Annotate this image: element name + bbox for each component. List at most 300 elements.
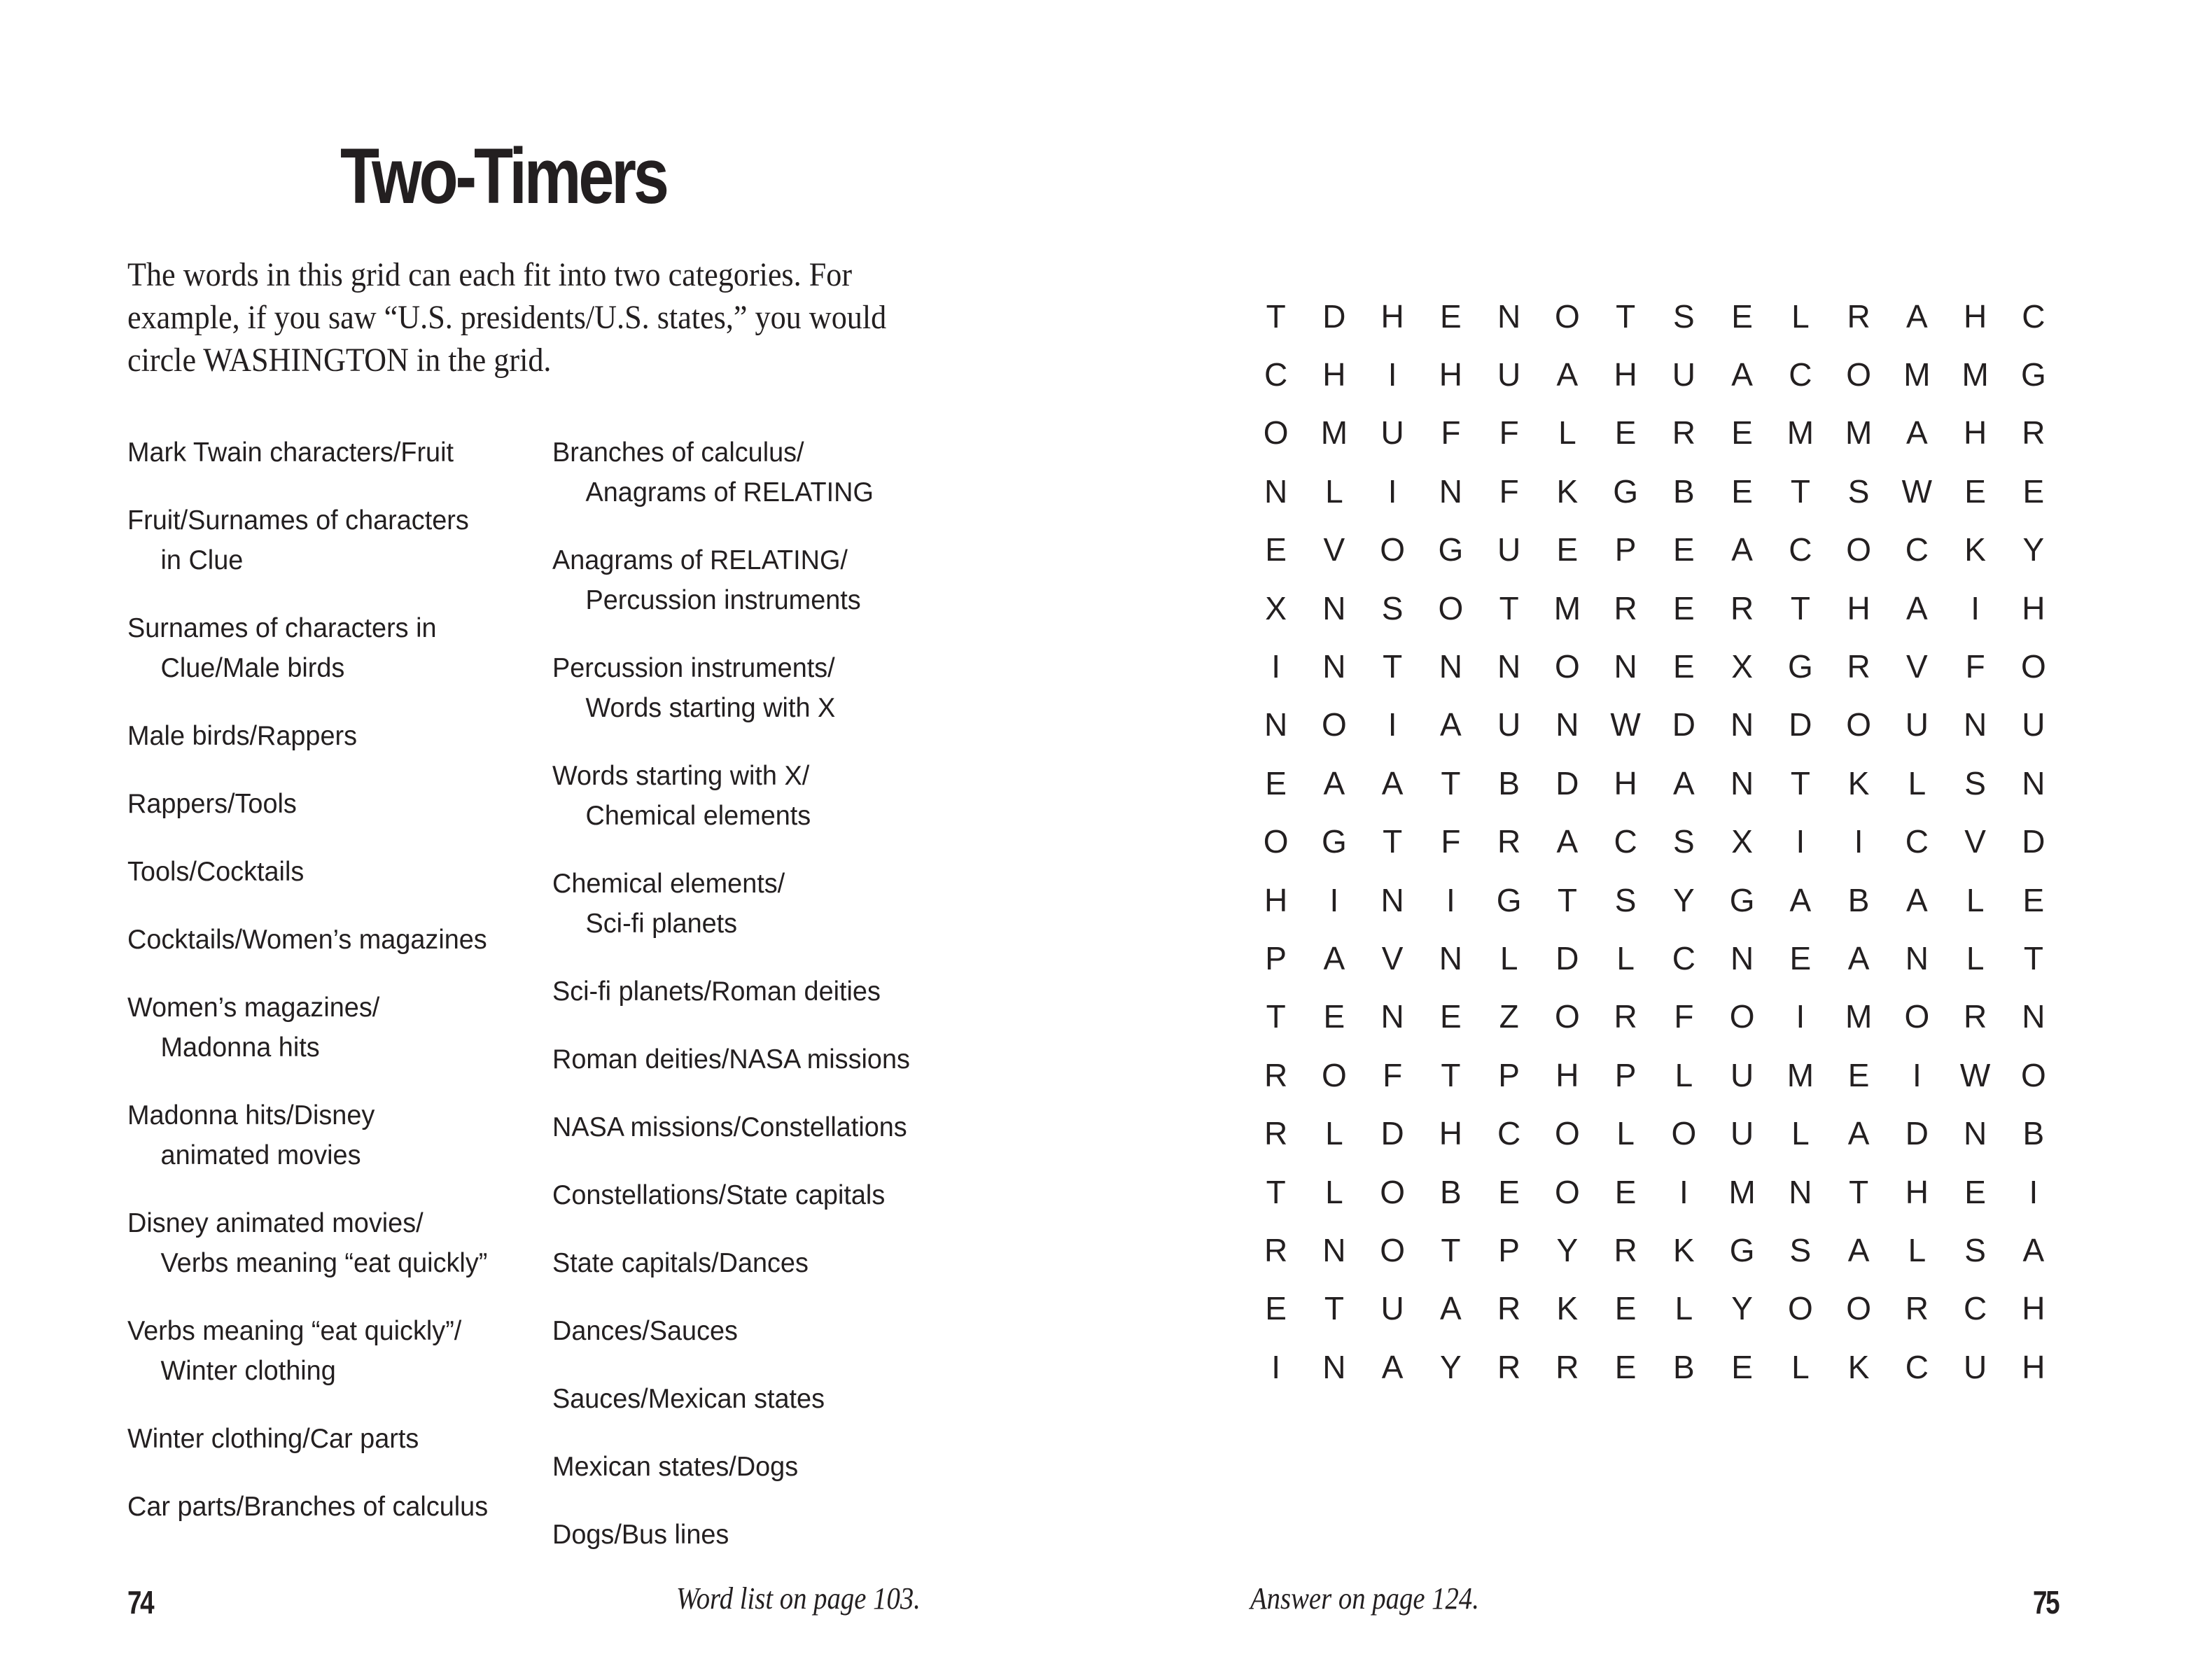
- clue-line: Madonna hits/Disney: [127, 1100, 375, 1130]
- grid-cell[interactable]: I: [1271, 648, 1281, 685]
- grid-cell[interactable]: E: [1614, 1348, 1637, 1385]
- grid-cell[interactable]: N: [1964, 1115, 1987, 1152]
- grid-cell[interactable]: R: [1847, 298, 1870, 335]
- grid-cell[interactable]: I: [1271, 1348, 1281, 1385]
- grid-cell[interactable]: L: [1616, 939, 1635, 976]
- grid-cell[interactable]: I: [1679, 1173, 1688, 1210]
- grid-cell[interactable]: S: [1381, 589, 1404, 626]
- grid-cell[interactable]: L: [1674, 1056, 1693, 1093]
- grid-cell[interactable]: A: [1847, 1115, 1870, 1152]
- clue-item: [552, 1040, 910, 1079]
- grid-cell[interactable]: R: [1905, 1290, 1929, 1327]
- grid-cell[interactable]: R: [1264, 1115, 1288, 1152]
- grid-cell[interactable]: A: [1673, 764, 1695, 802]
- clue-line: Constellations/State capitals: [552, 1180, 886, 1210]
- clue-item: [552, 1311, 910, 1351]
- grid-cell[interactable]: D: [1380, 1115, 1404, 1152]
- grid-cell[interactable]: S: [1964, 1231, 1986, 1268]
- grid-cell[interactable]: N: [1964, 706, 1987, 743]
- grid-cell[interactable]: P: [1498, 1231, 1520, 1268]
- grid-cell[interactable]: X: [1731, 648, 1753, 685]
- grid-cell[interactable]: M: [1786, 414, 1814, 451]
- grid-cell[interactable]: E: [1731, 472, 1753, 510]
- grid-cell[interactable]: U: [1497, 356, 1521, 393]
- grid-cell[interactable]: O: [1263, 414, 1289, 451]
- grid-cell[interactable]: I: [1387, 472, 1397, 510]
- grid-cell[interactable]: C: [1614, 823, 1637, 860]
- grid-cell[interactable]: A: [1381, 764, 1404, 802]
- grid-cell[interactable]: E: [1265, 764, 1287, 802]
- grid-cell[interactable]: H: [1380, 298, 1404, 335]
- grid-cell[interactable]: E: [2022, 472, 2045, 510]
- grid-cell[interactable]: C: [1264, 356, 1288, 393]
- grid-cell[interactable]: O: [1554, 298, 1580, 335]
- grid-cell[interactable]: R: [1730, 589, 1754, 626]
- grid-cell[interactable]: O: [1321, 1056, 1347, 1093]
- grid-cell[interactable]: L: [1791, 1115, 1810, 1152]
- clue-item: [552, 1107, 910, 1147]
- clue-list-column-2: [552, 433, 921, 1583]
- grid-cell[interactable]: E: [1673, 531, 1695, 568]
- grid-cell[interactable]: D: [1555, 939, 1579, 976]
- grid-cell[interactable]: O: [2020, 648, 2046, 685]
- grid-cell[interactable]: K: [1556, 472, 1579, 510]
- grid-cell[interactable]: A: [1847, 939, 1870, 976]
- grid-cell[interactable]: N: [1497, 648, 1521, 685]
- word-list-reference: Word list on page 103.: [676, 1581, 921, 1616]
- grid-cell[interactable]: M: [1903, 356, 1931, 393]
- grid-cell[interactable]: L: [1966, 881, 1985, 918]
- grid-cell[interactable]: S: [1964, 764, 1986, 802]
- grid-cell[interactable]: O: [1380, 1231, 1406, 1268]
- grid-cell[interactable]: C: [1905, 823, 1929, 860]
- grid-cell[interactable]: S: [1673, 823, 1695, 860]
- grid-cell[interactable]: E: [1673, 589, 1695, 626]
- grid-cell[interactable]: G: [1613, 472, 1639, 510]
- grid-cell[interactable]: O: [1554, 998, 1580, 1035]
- grid-cell[interactable]: D: [2022, 823, 2045, 860]
- grid-cell[interactable]: N: [1264, 706, 1288, 743]
- grid-cell[interactable]: U: [1964, 1348, 1987, 1385]
- grid-cell[interactable]: F: [1441, 823, 1461, 860]
- grid-cell[interactable]: B: [1847, 881, 1870, 918]
- clue-item: [127, 1419, 488, 1459]
- clue-list-column-1: [127, 433, 499, 1555]
- grid-cell[interactable]: R: [1614, 998, 1637, 1035]
- clue-line-continued: Percussion instruments: [585, 585, 861, 615]
- grid-cell[interactable]: P: [1498, 1056, 1520, 1093]
- grid-cell[interactable]: O: [1846, 356, 1872, 393]
- grid-cell[interactable]: N: [1497, 298, 1521, 335]
- clue-item: [127, 500, 488, 580]
- grid-cell[interactable]: H: [1439, 1115, 1462, 1152]
- grid-cell[interactable]: D: [1322, 298, 1346, 335]
- grid-cell[interactable]: N: [1730, 939, 1754, 976]
- clue-item: [552, 1175, 910, 1215]
- grid-cell[interactable]: O: [1671, 1115, 1697, 1152]
- grid-cell[interactable]: T: [1849, 1173, 1869, 1210]
- grid-cell[interactable]: N: [2022, 764, 2045, 802]
- grid-cell[interactable]: N: [1730, 764, 1754, 802]
- grid-cell[interactable]: T: [1266, 998, 1286, 1035]
- grid-cell[interactable]: H: [1555, 1056, 1579, 1093]
- grid-cell[interactable]: T: [2023, 939, 2043, 976]
- grid-cell[interactable]: G: [1496, 881, 1522, 918]
- grid-cell[interactable]: U: [1497, 531, 1521, 568]
- grid-cell[interactable]: I: [1971, 589, 1980, 626]
- grid-cell[interactable]: R: [2022, 414, 2045, 451]
- instructions-line: circle WASHINGTON in the grid.: [127, 342, 552, 379]
- grid-cell[interactable]: Y: [1440, 1348, 1462, 1385]
- grid-cell[interactable]: C: [1964, 1290, 1987, 1327]
- grid-cell[interactable]: G: [1321, 823, 1347, 860]
- grid-cell[interactable]: A: [1323, 764, 1345, 802]
- clue-item: [127, 608, 488, 688]
- grid-cell[interactable]: U: [1905, 706, 1929, 743]
- grid-cell[interactable]: D: [1905, 1115, 1929, 1152]
- grid-cell[interactable]: N: [1439, 939, 1462, 976]
- grid-cell[interactable]: H: [1322, 356, 1346, 393]
- clue-line: Winter clothing/Car parts: [127, 1424, 419, 1454]
- grid-cell[interactable]: B: [1673, 472, 1695, 510]
- grid-cell[interactable]: A: [1440, 706, 1462, 743]
- grid-cell[interactable]: C: [1905, 531, 1929, 568]
- grid-cell[interactable]: N: [1322, 648, 1346, 685]
- grid-cell[interactable]: N: [1322, 1231, 1346, 1268]
- grid-cell[interactable]: S: [1847, 472, 1870, 510]
- puzzle-instructions: [127, 253, 900, 382]
- grid-cell[interactable]: Z: [1499, 998, 1519, 1035]
- grid-cell[interactable]: E: [1614, 414, 1637, 451]
- grid-cell[interactable]: A: [1556, 823, 1579, 860]
- grid-cell[interactable]: T: [1441, 1231, 1461, 1268]
- grid-cell[interactable]: N: [1555, 706, 1579, 743]
- grid-cell[interactable]: I: [1387, 706, 1397, 743]
- grid-cell[interactable]: E: [2022, 881, 2045, 918]
- grid-cell[interactable]: P: [1614, 531, 1637, 568]
- grid-cell[interactable]: S: [1789, 1231, 1812, 1268]
- clue-line-continued: Anagrams of RELATING: [585, 477, 874, 507]
- grid-cell[interactable]: B: [1673, 1348, 1695, 1385]
- grid-cell[interactable]: E: [1673, 648, 1695, 685]
- grid-cell[interactable]: E: [1440, 298, 1462, 335]
- grid-cell[interactable]: R: [1497, 1290, 1521, 1327]
- grid-cell[interactable]: O: [1787, 1290, 1813, 1327]
- grid-cell[interactable]: E: [1847, 1056, 1870, 1093]
- grid-cell[interactable]: E: [1440, 998, 1462, 1035]
- grid-cell[interactable]: E: [1731, 1348, 1753, 1385]
- clue-item: [127, 1487, 488, 1527]
- grid-cell[interactable]: H: [1439, 356, 1462, 393]
- grid-cell[interactable]: A: [1847, 1231, 1870, 1268]
- grid-cell[interactable]: N: [1380, 881, 1404, 918]
- grid-cell[interactable]: O: [1438, 589, 1464, 626]
- grid-cell[interactable]: T: [1790, 764, 1810, 802]
- grid-cell[interactable]: H: [1614, 356, 1637, 393]
- grid-cell[interactable]: T: [1790, 472, 1810, 510]
- grid-cell[interactable]: N: [1264, 472, 1288, 510]
- grid-cell[interactable]: K: [1847, 1348, 1870, 1385]
- grid-cell[interactable]: U: [1730, 1056, 1754, 1093]
- clue-item: [552, 972, 910, 1011]
- grid-cell[interactable]: B: [2022, 1115, 2045, 1152]
- grid-cell[interactable]: O: [1554, 648, 1580, 685]
- grid-cell[interactable]: O: [1846, 1290, 1872, 1327]
- grid-cell[interactable]: O: [2020, 1056, 2046, 1093]
- grid-cell[interactable]: G: [1438, 531, 1464, 568]
- clue-line: Dances/Sauces: [552, 1316, 738, 1346]
- grid-cell[interactable]: Y: [1731, 1290, 1753, 1327]
- grid-cell[interactable]: Y: [1556, 1231, 1579, 1268]
- grid-cell[interactable]: A: [1731, 531, 1753, 568]
- grid-cell[interactable]: I: [1387, 356, 1397, 393]
- grid-cell[interactable]: E: [1789, 939, 1812, 976]
- grid-cell[interactable]: T: [1266, 298, 1286, 335]
- grid-cell[interactable]: U: [1380, 1290, 1404, 1327]
- grid-cell[interactable]: H: [1847, 589, 1870, 626]
- grid-cell[interactable]: V: [1964, 823, 1986, 860]
- grid-cell[interactable]: H: [1964, 298, 1987, 335]
- grid-cell[interactable]: V: [1906, 648, 1928, 685]
- grid-cell[interactable]: O: [1904, 998, 1930, 1035]
- grid-cell[interactable]: A: [1323, 939, 1345, 976]
- grid-cell[interactable]: V: [1323, 531, 1345, 568]
- grid-cell[interactable]: E: [1265, 1290, 1287, 1327]
- puzzle-title: Two-Timers: [340, 132, 666, 220]
- grid-cell[interactable]: L: [1616, 1115, 1635, 1152]
- grid-cell[interactable]: E: [1265, 531, 1287, 568]
- grid-cell[interactable]: H: [2022, 589, 2045, 626]
- clue-item: [552, 648, 910, 728]
- grid-cell[interactable]: B: [1498, 764, 1520, 802]
- grid-cell[interactable]: M: [1728, 1173, 1756, 1210]
- grid-cell[interactable]: S: [1673, 298, 1695, 335]
- grid-cell[interactable]: L: [1325, 1173, 1343, 1210]
- grid-cell[interactable]: M: [1320, 414, 1348, 451]
- grid-cell[interactable]: O: [1554, 1115, 1580, 1152]
- grid-cell[interactable]: A: [1731, 356, 1753, 393]
- grid-cell[interactable]: T: [1383, 823, 1403, 860]
- grid-cell[interactable]: G: [1787, 648, 1813, 685]
- grid-cell[interactable]: M: [1845, 414, 1873, 451]
- grid-cell[interactable]: C: [2022, 298, 2045, 335]
- grid-cell[interactable]: X: [1265, 589, 1287, 626]
- grid-cell[interactable]: T: [1383, 648, 1403, 685]
- grid-cell[interactable]: L: [1325, 1115, 1343, 1152]
- grid-cell[interactable]: R: [1264, 1056, 1288, 1093]
- grid-cell[interactable]: E: [1614, 1173, 1637, 1210]
- grid-cell[interactable]: W: [1959, 1056, 1991, 1093]
- grid-cell[interactable]: R: [1497, 823, 1521, 860]
- grid-cell[interactable]: T: [1441, 1056, 1461, 1093]
- grid-cell[interactable]: W: [1901, 472, 1933, 510]
- grid-cell[interactable]: F: [1383, 1056, 1403, 1093]
- grid-cell[interactable]: F: [1499, 472, 1519, 510]
- grid-cell[interactable]: F: [1965, 648, 1985, 685]
- grid-cell[interactable]: L: [1966, 939, 1985, 976]
- grid-cell[interactable]: N: [1380, 998, 1404, 1035]
- grid-cell[interactable]: X: [1731, 823, 1753, 860]
- grid-cell[interactable]: N: [1614, 648, 1637, 685]
- grid-cell[interactable]: R: [1555, 1348, 1579, 1385]
- clue-line: Chemical elements/: [552, 869, 785, 899]
- grid-cell[interactable]: O: [1554, 1173, 1580, 1210]
- grid-cell[interactable]: N: [1439, 472, 1462, 510]
- grid-cell[interactable]: U: [1380, 414, 1404, 451]
- grid-cell[interactable]: I: [1329, 881, 1339, 918]
- grid-cell[interactable]: G: [1729, 881, 1755, 918]
- clue-item: [127, 852, 488, 892]
- word-search-grid[interactable]: [1247, 287, 2063, 1396]
- clue-line: Mark Twain characters/Fruit: [127, 438, 454, 468]
- grid-cell[interactable]: C: [1905, 1348, 1929, 1385]
- grid-cell[interactable]: F: [1674, 998, 1694, 1035]
- grid-cell[interactable]: I: [2029, 1173, 2038, 1210]
- grid-cell[interactable]: N: [1905, 939, 1929, 976]
- clue-item: [552, 864, 910, 944]
- grid-cell[interactable]: I: [1796, 823, 1805, 860]
- grid-cell[interactable]: E: [1731, 298, 1753, 335]
- grid-cell[interactable]: M: [1553, 589, 1581, 626]
- grid-cell[interactable]: E: [1964, 472, 1986, 510]
- grid-cell[interactable]: L: [1674, 1290, 1693, 1327]
- grid-cell[interactable]: T: [1266, 1173, 1286, 1210]
- grid-cell[interactable]: E: [1614, 1290, 1637, 1327]
- grid-cell[interactable]: D: [1789, 706, 1812, 743]
- grid-cell[interactable]: L: [1908, 1231, 1926, 1268]
- grid-cell[interactable]: E: [1556, 531, 1579, 568]
- grid-cell[interactable]: O: [1380, 1173, 1406, 1210]
- instructions-line: The words in this grid can each fit into two categories. For: [127, 256, 853, 293]
- grid-cell[interactable]: O: [1846, 706, 1872, 743]
- grid-cell[interactable]: O: [1729, 998, 1755, 1035]
- clue-item: [127, 784, 488, 824]
- grid-cell[interactable]: T: [1441, 764, 1461, 802]
- grid-cell[interactable]: U: [1672, 356, 1695, 393]
- grid-cell[interactable]: O: [1380, 531, 1406, 568]
- grid-cell[interactable]: R: [1847, 648, 1870, 685]
- grid-cell[interactable]: R: [1614, 589, 1637, 626]
- clue-line: Cocktails/Women’s magazines: [127, 925, 487, 955]
- grid-cell[interactable]: U: [1730, 1115, 1754, 1152]
- grid-cell[interactable]: E: [1964, 1173, 1986, 1210]
- grid-cell[interactable]: A: [1906, 414, 1928, 451]
- grid-cell[interactable]: N: [1439, 648, 1462, 685]
- grid-cell[interactable]: A: [1556, 356, 1579, 393]
- grid-cell[interactable]: N: [1730, 706, 1754, 743]
- grid-cell[interactable]: A: [1906, 881, 1928, 918]
- grid-cell[interactable]: E: [1731, 414, 1753, 451]
- grid-cell[interactable]: D: [1672, 706, 1695, 743]
- grid-cell[interactable]: H: [1905, 1173, 1929, 1210]
- grid-cell[interactable]: T: [1499, 589, 1519, 626]
- grid-cell[interactable]: R: [1964, 998, 1987, 1035]
- grid-cell[interactable]: A: [1906, 589, 1928, 626]
- grid-cell[interactable]: F: [1441, 414, 1461, 451]
- grid-cell[interactable]: H: [2022, 1290, 2045, 1327]
- grid-cell[interactable]: A: [1789, 881, 1812, 918]
- grid-cell[interactable]: O: [1321, 706, 1347, 743]
- grid-cell[interactable]: A: [2022, 1231, 2045, 1268]
- grid-cell[interactable]: S: [1614, 881, 1637, 918]
- clue-line: Car parts/Branches of calculus: [127, 1492, 489, 1522]
- grid-cell[interactable]: T: [1790, 589, 1810, 626]
- grid-cell[interactable]: H: [1264, 881, 1288, 918]
- grid-cell[interactable]: B: [1440, 1173, 1462, 1210]
- grid-cell[interactable]: Y: [2022, 531, 2045, 568]
- grid-cell[interactable]: R: [1614, 1231, 1637, 1268]
- grid-cell[interactable]: N: [1789, 1173, 1812, 1210]
- grid-cell[interactable]: M: [1786, 1056, 1814, 1093]
- clue-line: Mexican states/Dogs: [552, 1452, 799, 1482]
- grid-cell[interactable]: I: [1796, 998, 1805, 1035]
- grid-cell[interactable]: N: [1322, 1348, 1346, 1385]
- grid-cell[interactable]: N: [2022, 998, 2045, 1035]
- grid-cell[interactable]: O: [1846, 531, 1872, 568]
- grid-cell[interactable]: P: [1265, 939, 1287, 976]
- grid-cell[interactable]: R: [1264, 1231, 1288, 1268]
- grid-cell[interactable]: A: [1906, 298, 1928, 335]
- grid-cell[interactable]: C: [1789, 356, 1812, 393]
- grid-cell[interactable]: C: [1497, 1115, 1521, 1152]
- grid-cell[interactable]: K: [1556, 1290, 1579, 1327]
- clue-line: NASA missions/Constellations: [552, 1112, 907, 1142]
- grid-cell[interactable]: E: [1323, 998, 1345, 1035]
- grid-cell[interactable]: C: [1789, 531, 1812, 568]
- grid-cell[interactable]: M: [1961, 356, 1989, 393]
- grid-cell[interactable]: E: [1498, 1173, 1520, 1210]
- grid-cell[interactable]: L: [1908, 764, 1926, 802]
- page-number-left: 74: [127, 1584, 153, 1620]
- grid-cell[interactable]: K: [1964, 531, 1986, 568]
- grid-cell[interactable]: M: [1845, 998, 1873, 1035]
- grid-cell[interactable]: I: [1446, 881, 1455, 918]
- grid-cell[interactable]: V: [1381, 939, 1404, 976]
- grid-cell[interactable]: R: [1672, 414, 1695, 451]
- grid-cell[interactable]: D: [1555, 764, 1579, 802]
- grid-cell[interactable]: T: [1324, 1290, 1344, 1327]
- grid-cell[interactable]: A: [1440, 1290, 1462, 1327]
- grid-cell[interactable]: W: [1610, 706, 1641, 743]
- grid-cell[interactable]: C: [1672, 939, 1695, 976]
- grid-cell[interactable]: T: [1616, 298, 1636, 335]
- grid-cell[interactable]: L: [1791, 1348, 1810, 1385]
- grid-cell[interactable]: O: [1263, 823, 1289, 860]
- grid-cell[interactable]: I: [1912, 1056, 1922, 1093]
- grid-cell[interactable]: H: [2022, 1348, 2045, 1385]
- grid-cell[interactable]: T: [1557, 881, 1577, 918]
- grid-cell[interactable]: K: [1673, 1231, 1695, 1268]
- grid-cell[interactable]: L: [1499, 939, 1518, 976]
- grid-cell[interactable]: G: [2020, 356, 2046, 393]
- grid-cell[interactable]: L: [1325, 472, 1343, 510]
- grid-cell[interactable]: G: [1729, 1231, 1755, 1268]
- grid-cell[interactable]: R: [1497, 1348, 1521, 1385]
- grid-cell[interactable]: A: [1381, 1348, 1404, 1385]
- grid-cell[interactable]: N: [1322, 589, 1346, 626]
- grid-cell[interactable]: H: [1964, 414, 1987, 451]
- grid-cell[interactable]: I: [1854, 823, 1863, 860]
- grid-cell[interactable]: L: [1791, 298, 1810, 335]
- grid-cell[interactable]: P: [1614, 1056, 1637, 1093]
- grid-cell[interactable]: L: [1558, 414, 1576, 451]
- grid-cell[interactable]: H: [1614, 764, 1637, 802]
- grid-cell[interactable]: Y: [1673, 881, 1695, 918]
- grid-cell[interactable]: U: [2022, 706, 2045, 743]
- grid-cell[interactable]: K: [1847, 764, 1870, 802]
- grid-cell[interactable]: F: [1499, 414, 1519, 451]
- grid-cell[interactable]: U: [1497, 706, 1521, 743]
